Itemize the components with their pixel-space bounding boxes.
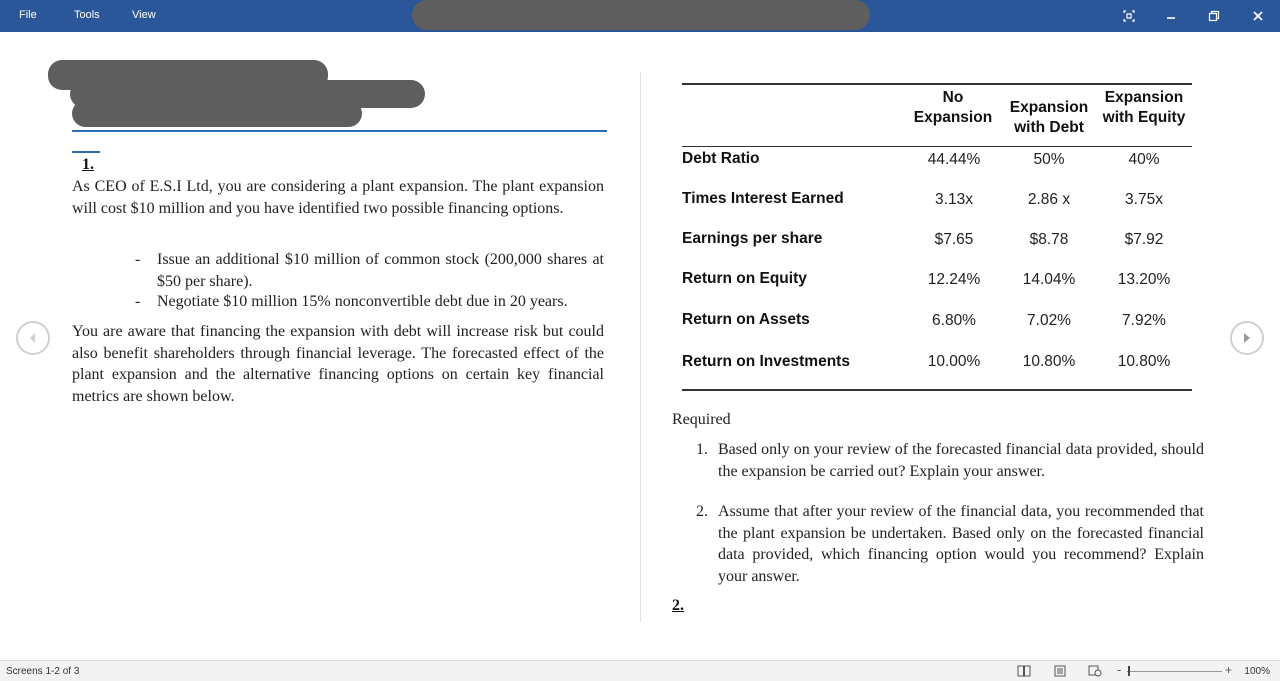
intro-paragraph: As CEO of E.S.I Ltd, you are considering a plant expansion. The plant expansion will cost $10 million and you have identified two possible financing options. [72,178,604,217]
chevron-right-icon [1241,332,1253,344]
row-label: Earnings per share [682,230,823,247]
table-header-rule [682,146,1192,147]
question-number: 2. [696,503,708,520]
table-bottom-rule [682,389,1192,391]
table-cell: $8.78 [1029,231,1069,248]
row-label: Return on Assets [682,311,810,328]
table-cell: 7.92% [1122,312,1166,329]
table-cell: 6.80% [932,312,976,329]
row-label: Return on Investments [682,353,850,370]
section-marker-rule [72,151,100,153]
required-heading: Required [672,411,731,428]
column-header: No Expansion [913,89,993,126]
status-bar [0,660,1280,681]
table-cell: 7.02% [1027,312,1071,329]
table-cell: 13.20% [1117,271,1171,288]
table-cell: 14.04% [1022,271,1076,288]
zoom-slider[interactable] [1127,671,1222,672]
body-paragraph: You are aware that financing the expansion with debt will increase risk but could also benefit shareholders through financial leverage. The forecasted effect of the plant expansion and the alternative financing options on certain key financial metrics are shown below. [72,323,604,405]
menu-view[interactable]: View [132,9,156,21]
minimize-icon[interactable] [1156,4,1186,28]
table-cell: $7.65 [934,231,974,248]
zoom-slider-thumb[interactable] [1128,666,1130,676]
question-number: 1. [696,441,708,458]
table-cell: 12.24% [927,271,981,288]
list-item: - Negotiate $10 million 15% nonconvertible debt due in 20 years. [135,293,568,310]
read-mode-icon[interactable] [1017,665,1031,677]
table-cell: 3.13x [935,191,973,208]
heading-rule [72,130,607,132]
restore-icon[interactable] [1114,4,1144,28]
screens-indicator: Screens 1-2 of 3 [6,666,80,677]
table-cell: 10.80% [1117,353,1171,370]
table-cell: 44.44% [927,151,981,168]
page-divider [640,72,641,622]
table-cell: 50% [1033,151,1065,168]
title-bar [0,0,1280,32]
row-label: Debt Ratio [682,150,760,167]
table-cell: 10.00% [927,353,981,370]
column-header: Expansion with Equity [1102,89,1186,126]
table-cell: 2.86 x [1027,191,1071,208]
table-cell: $7.92 [1124,231,1164,248]
column-header: Expansion with Debt [1009,99,1089,136]
section-number: 1. [82,156,94,173]
table-cell: 10.80% [1022,353,1076,370]
web-layout-icon[interactable] [1088,665,1102,677]
chevron-left-icon [27,332,39,344]
next-page-button[interactable] [1230,321,1264,355]
bullet-text: Issue an additional $10 million of common stock (200,000 shares at $50 per share). [157,251,604,290]
list-item: - Issue an additional $10 million of common stock (200,000 shares at $50 per share). [135,251,604,290]
redacted-document-title [412,0,870,30]
table-cell: 3.75x [1125,191,1163,208]
table-top-rule [682,83,1192,85]
close-icon[interactable] [1243,4,1273,28]
previous-page-button[interactable] [16,321,50,355]
print-layout-icon[interactable] [1053,665,1067,677]
question-text: Assume that after your review of the financial data, you recommended that the plant expansion be undertaken. Based only on the forecasted financial data provided, which financing option would you recommend? Explain your answer. [718,503,1204,585]
question-text: Based only on your review of the forecasted financial data provided, should the expansion be carried out? Explain your answer. [718,441,1204,480]
row-label: Return on Equity [682,270,807,287]
zoom-level: 100% [1244,666,1270,677]
menu-file[interactable]: File [19,9,37,21]
row-label: Times Interest Earned [682,190,844,207]
zoom-out-button[interactable]: - [1117,662,1122,677]
next-section-number: 2. [672,597,684,614]
zoom-in-button[interactable]: + [1225,663,1233,677]
menu-tools[interactable]: Tools [74,9,100,21]
maximize-icon[interactable] [1199,4,1229,28]
table-cell: 40% [1128,151,1160,168]
redacted-heading [72,100,362,127]
bullet-text: Negotiate $10 million 15% nonconvertible debt due in 20 years. [157,293,568,310]
